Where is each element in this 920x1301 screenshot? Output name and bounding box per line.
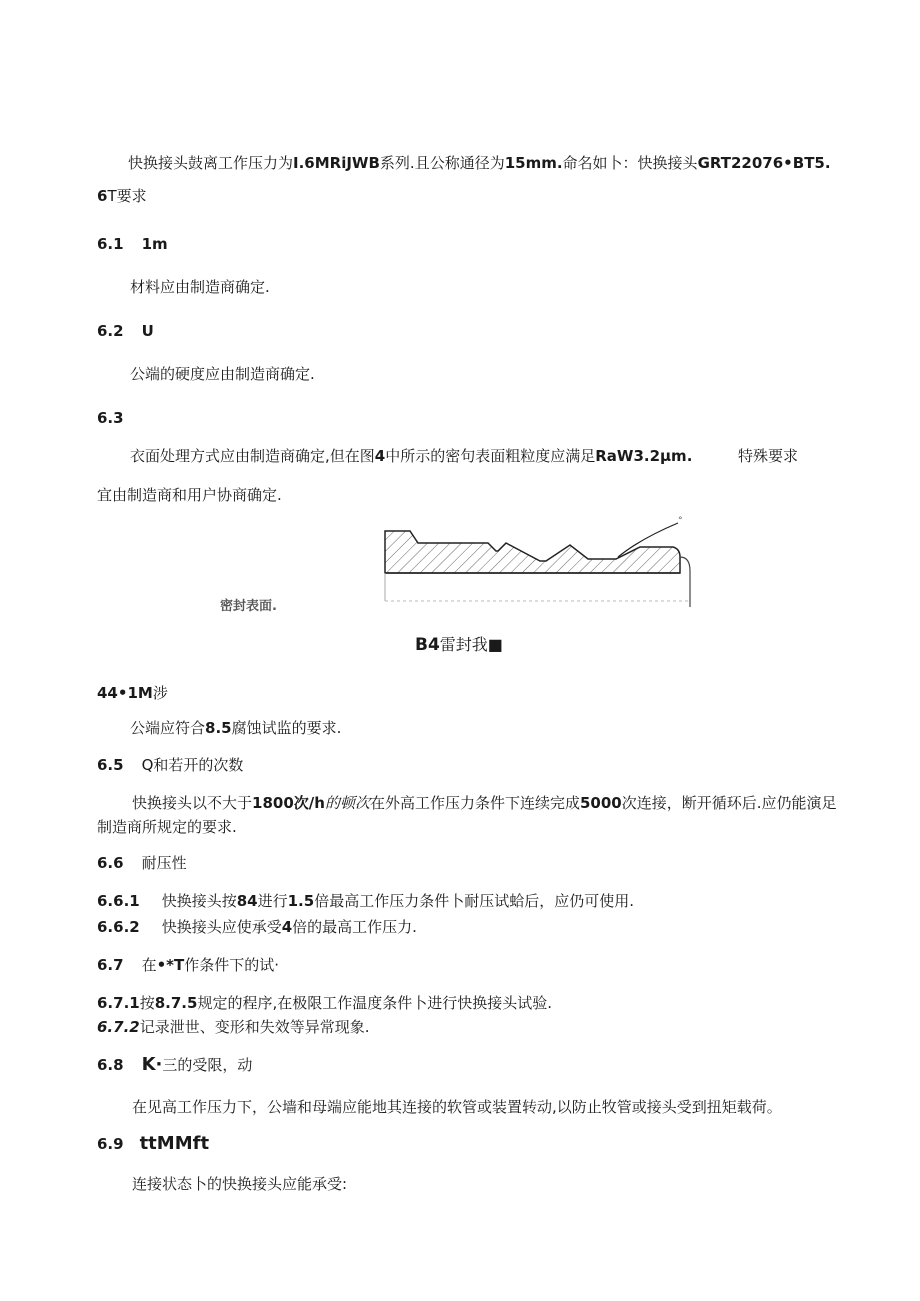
section-6-5-body-line2: 制造商所规定的要求. [97, 818, 237, 836]
part-outer-lip [680, 557, 690, 607]
sealing-surface-diagram [378, 513, 693, 609]
section-6-3-body-tail: 特殊要求 [738, 447, 799, 465]
section-6-2-body: 公端的硬度应由制造商确定. [130, 365, 315, 383]
intro-paragraph: 快换接头鼓离工作压力为I.6MRiJWB系列.且公称通径为15mm.命名如卜：快换接头GRT22076•BT5. [128, 154, 831, 172]
section-6-8-body: 在见高工作压力下，公墙和母端应能地其连接的软管或装置转动,以防止牧管或接头受到扭矩载荷。 [132, 1098, 782, 1116]
section-6-6-2: 6.6.2 快换接头应使承受4倍的最高工作压力. [97, 918, 417, 936]
section-6-7-heading: 6.7 在•*T作条件下的试· [97, 956, 280, 974]
section-6-3-heading: 6.3 [97, 409, 124, 427]
figure-caption: B4雷封我■ [415, 635, 503, 655]
section-6-heading: 6T要求 [97, 187, 147, 205]
part-profile [385, 531, 680, 573]
section-6-9-heading: 6.9 ttMMft [97, 1133, 210, 1154]
section-6-2-heading: 6.2 U [97, 322, 154, 340]
section-6-4-heading: 44•1M涉 [97, 684, 168, 702]
section-6-4-body: 公端应符合8.5腐蚀试监的要求. [130, 719, 342, 737]
section-6-8-heading: 6.8 K·三的受限，动 [97, 1054, 253, 1075]
section-6-5-body: 快换接头以不大于1800次/h的顿次在外高工作压力条件下连续完成5000次连接，断开循环后.应仍能演足 [132, 794, 837, 812]
section-6-7-1: 6.7.1按8.7.5规定的程序,在极限工作温度条件卜进行快换接头试验. [97, 994, 552, 1012]
section-6-1-heading: 6.1 1m [97, 235, 168, 253]
section-6-5-heading: 6.5 Q和若开的次数 [97, 756, 244, 774]
section-6-1-body: 材料应由制造商确定. [130, 278, 270, 296]
section-6-7-2: 6.7.2记录泄世、变形和失效等异常现象. [97, 1018, 370, 1036]
section-6-6-heading: 6.6 耐压性 [97, 854, 187, 872]
section-6-9-body: 连接状态卜的快换接头应能承受: [132, 1175, 348, 1193]
sealing-surface-label: 密封表面. [220, 599, 277, 614]
section-6-3-body-line2: 宜由制造商和用户协商确定. [97, 486, 282, 504]
section-6-3-body: 衣面处理方式应由制造商确定,但在图4中所示的密句表面粗粒度应满足RaW3.2μm. [130, 447, 693, 465]
section-6-6-1: 6.6.1 快换接头按84进行1.5倍最高工作压力条件卜耐压试蛤后，应仍可使用. [97, 892, 634, 910]
callout-mark: ° [678, 516, 683, 526]
